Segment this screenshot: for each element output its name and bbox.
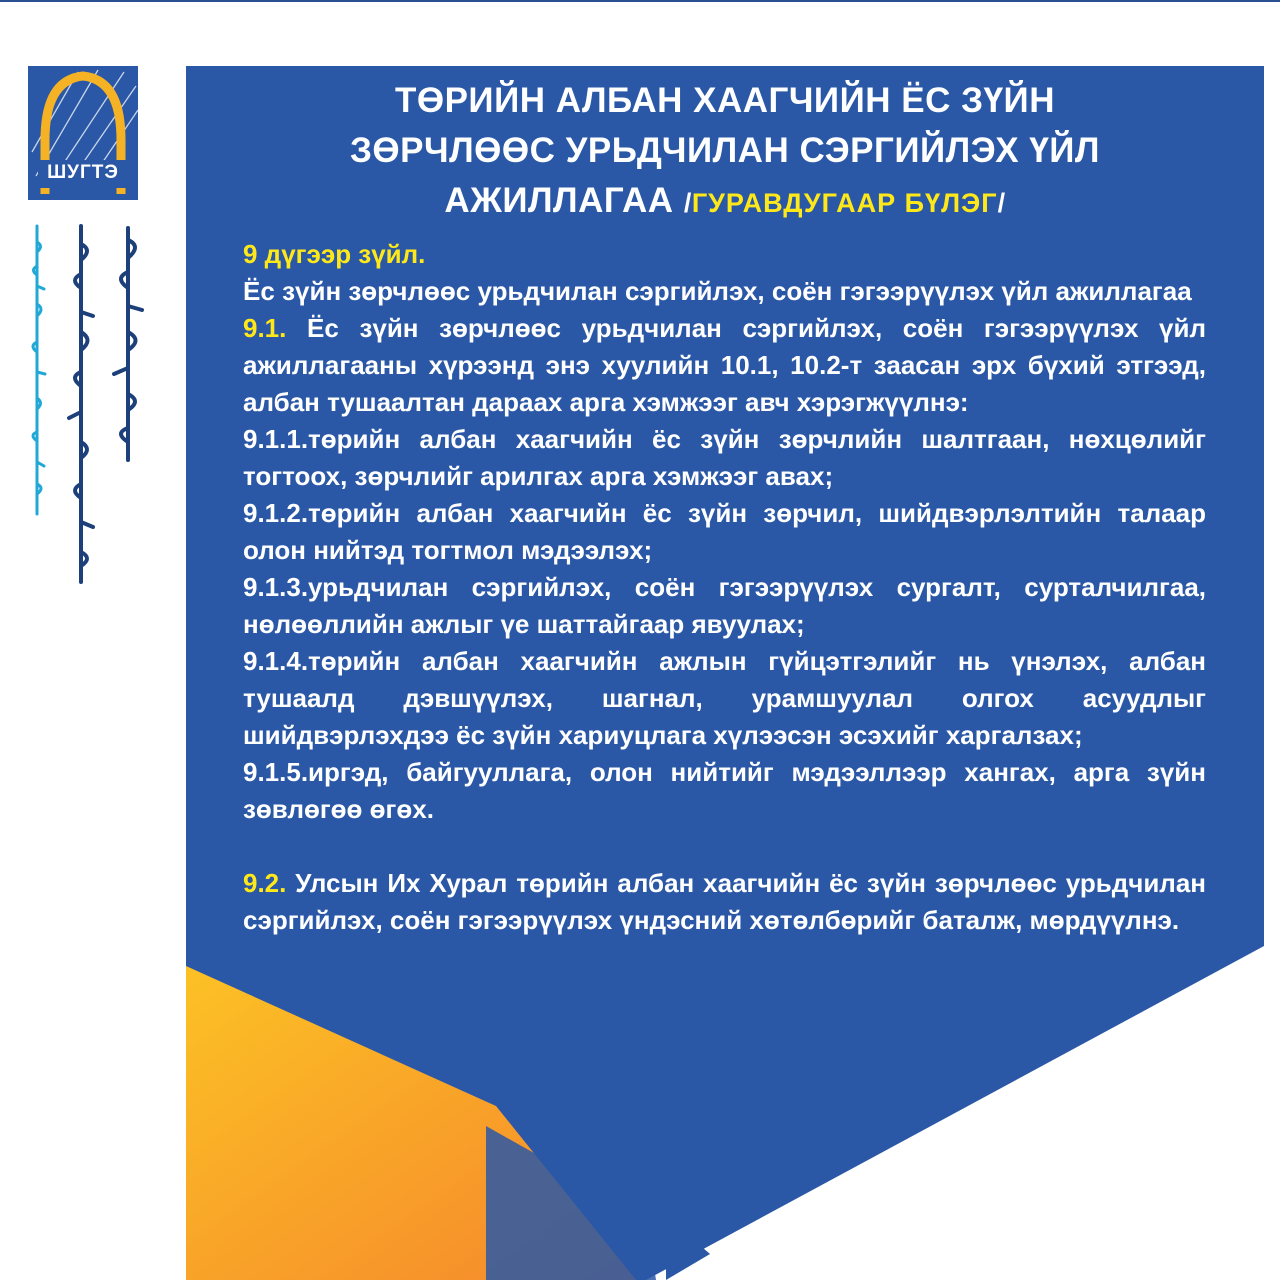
clause-9-1-label: 9.1.: [243, 313, 287, 343]
chapter-slash-open: /: [683, 188, 692, 218]
article-body: [243, 236, 1206, 939]
clause-9-2-text: Улсын Их Хурал төрийн албан хаагчийн ёс зүйн зөрчлөөс урьдчилан сэргийлэх, соён гэгээрүүлэх үндэсний хөтөлбөрийг баталж, мөрдүүлнэ.: [243, 868, 1206, 935]
article-number: 9 дүгээр зүйл.: [243, 239, 426, 269]
content-panel: [186, 66, 1264, 1280]
vertical-script-dark-2: [106, 222, 150, 472]
chapter-label: ГУРАВДУГААР БҮЛЭГ: [691, 188, 998, 218]
top-rule: [0, 0, 1280, 2]
item-9-1-2: 9.1.2.төрийн албан хаагчийн ёс зүйн зөрчил, шийдвэрлэлтийн талаар олон нийтэд тогтмол мэдээлэх;: [243, 498, 1206, 565]
institution-logo: [28, 66, 138, 200]
vertical-script-dark-1: [64, 222, 98, 592]
page-title: [226, 76, 1224, 228]
clause-9-1-text: Ёс зүйн зөрчлөөс урьдчилан сэргийлэх, соён гэгээрүүлэх үйл ажиллагааны хүрээнд энэ хуулийн 10.1, 10.2-т заасан эрх бүхий этгээд, албан тушаалтан дараах арга хэмжээг авч хэрэгжүүлнэ:: [243, 313, 1206, 417]
item-9-1-1: 9.1.1.төрийн албан хаагчийн ёс зүйн зөрчлийн шалтгаан, нөхцөлийг тогтоох, зөрчлийг арилгах арга хэмжээг авах;: [243, 424, 1206, 491]
paragraph-gap: [243, 828, 1206, 865]
vertical-script-cyan: [26, 222, 48, 522]
title-line-3: [226, 176, 1224, 228]
title-line-1: ТӨРИЙН АЛБАН ХААГЧИЙН ЁС ЗҮЙН: [394, 81, 1055, 120]
clause-9-1: [243, 310, 1206, 421]
clause-9-2: [243, 865, 1206, 939]
clause-9-2-label: 9.2.: [243, 868, 287, 898]
article-heading: Ёс зүйн зөрчлөөс урьдчилан сэргийлэх, соён гэгээрүүлэх үйл ажиллагаа: [243, 276, 1192, 306]
title-line-2: ЗӨРЧЛӨӨС УРЬДЧИЛАН СЭРГИЙЛЭХ ҮЙЛ: [349, 131, 1100, 170]
item-9-1-5: 9.1.5.иргэд, байгууллага, олон нийтийг мэдээллээр хангах, арга зүйн зөвлөгөө өгөх.: [243, 757, 1206, 824]
item-9-1-3: 9.1.3.урьдчилан сэргийлэх, соён гэгээрүүлэх сургалт, сурталчилгаа, нөлөөллийн ажлыг үе шаттайгаар явуулах;: [243, 572, 1206, 639]
chapter-slash-close: /: [997, 188, 1006, 218]
title-line-3-text: АЖИЛЛАГАА: [444, 181, 674, 220]
item-9-1-4: 9.1.4.төрийн албан хаагчийн ажлын гүйцэтгэлийг нь үнэлэх, албан тушаалд дэвшүүлэх, шагнал, урамшуулал олгох асуудлыг шийдвэрлэхдээ ёс зүйн хариуцлага хүлээсэн эсэхийг харгалзах;: [243, 646, 1206, 750]
logo-text: ШУГТЭ: [47, 162, 119, 183]
